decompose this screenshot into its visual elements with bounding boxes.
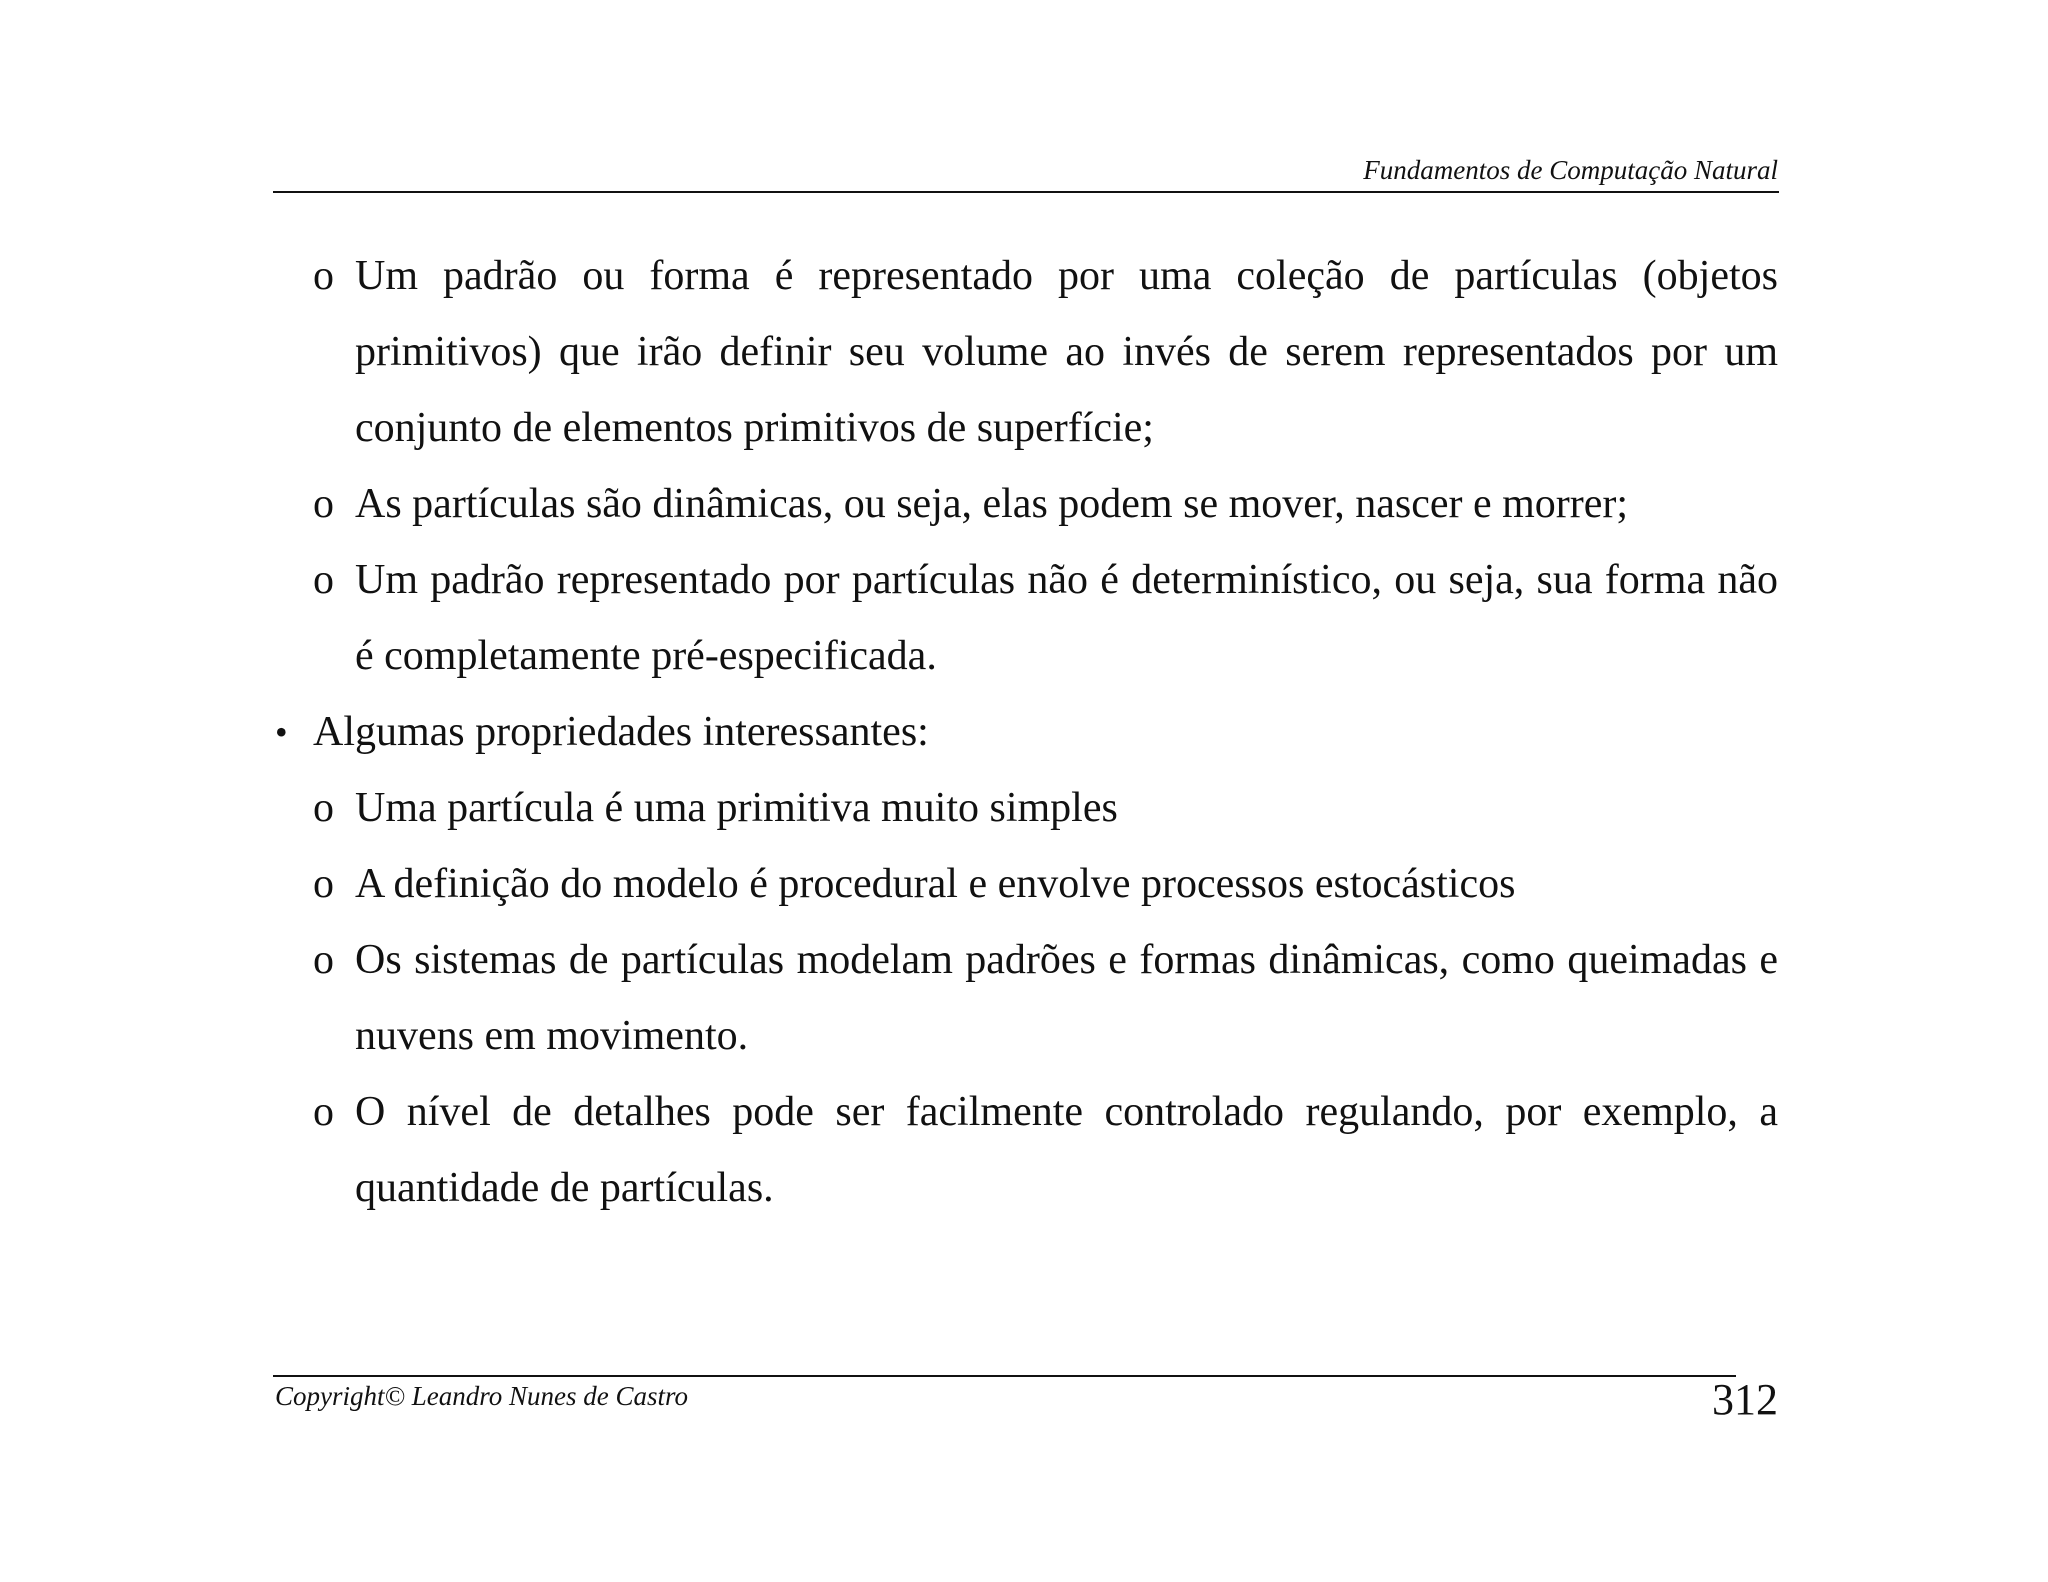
list-marker: o (313, 1089, 334, 1135)
list-item (273, 238, 1778, 466)
list-item (273, 922, 1778, 1074)
list-item-text: Um padrão ou forma é representado por uma coleção de partículas (objetos primitivos) que irão definir seu volume ao invés de serem representados por um conjunto de elementos primitivos de superfície; (355, 253, 1778, 451)
list-marker: o (313, 253, 334, 299)
list-item-text: As partículas são dinâmicas, ou seja, elas podem se mover, nascer e morrer; (355, 481, 1629, 527)
list-item-text: Um padrão representado por partículas não é determinístico, ou seja, sua forma não é completamente pré-especificada. (355, 557, 1778, 679)
page-number: 312 (1712, 1375, 1778, 1424)
list-item-text: O nível de detalhes pode ser facilmente controlado regulando, por exemplo, a quantidade de partículas. (355, 1089, 1778, 1211)
running-header-title: Fundamentos de Computação Natural (1363, 155, 1778, 185)
copyright-notice: Copyright© Leandro Nunes de Castro (275, 1381, 689, 1411)
list-marker: o (313, 937, 334, 983)
list-item-text: Uma partícula é uma primitiva muito simples (355, 785, 1118, 831)
list-item-text: Algumas propriedades interessantes: (313, 709, 929, 755)
list-item (273, 1074, 1778, 1226)
list-marker: o (313, 481, 334, 527)
list-item-text: A definição do modelo é procedural e envolve processos estocásticos (355, 861, 1516, 907)
list-marker: o (313, 557, 334, 603)
bullet-marker: • (275, 712, 288, 752)
list-item (273, 466, 1778, 542)
list-marker: o (313, 861, 334, 907)
page-body (273, 238, 1778, 1226)
list-item (273, 770, 1778, 846)
header-divider (273, 191, 1779, 193)
list-marker: o (313, 785, 334, 831)
list-item (273, 846, 1778, 922)
list-item (273, 542, 1778, 694)
list-item (273, 694, 1778, 770)
footer-divider (273, 1375, 1736, 1377)
list-item-text: Os sistemas de partículas modelam padrões e formas dinâmicas, como queimadas e nuvens em movimento. (355, 937, 1778, 1059)
